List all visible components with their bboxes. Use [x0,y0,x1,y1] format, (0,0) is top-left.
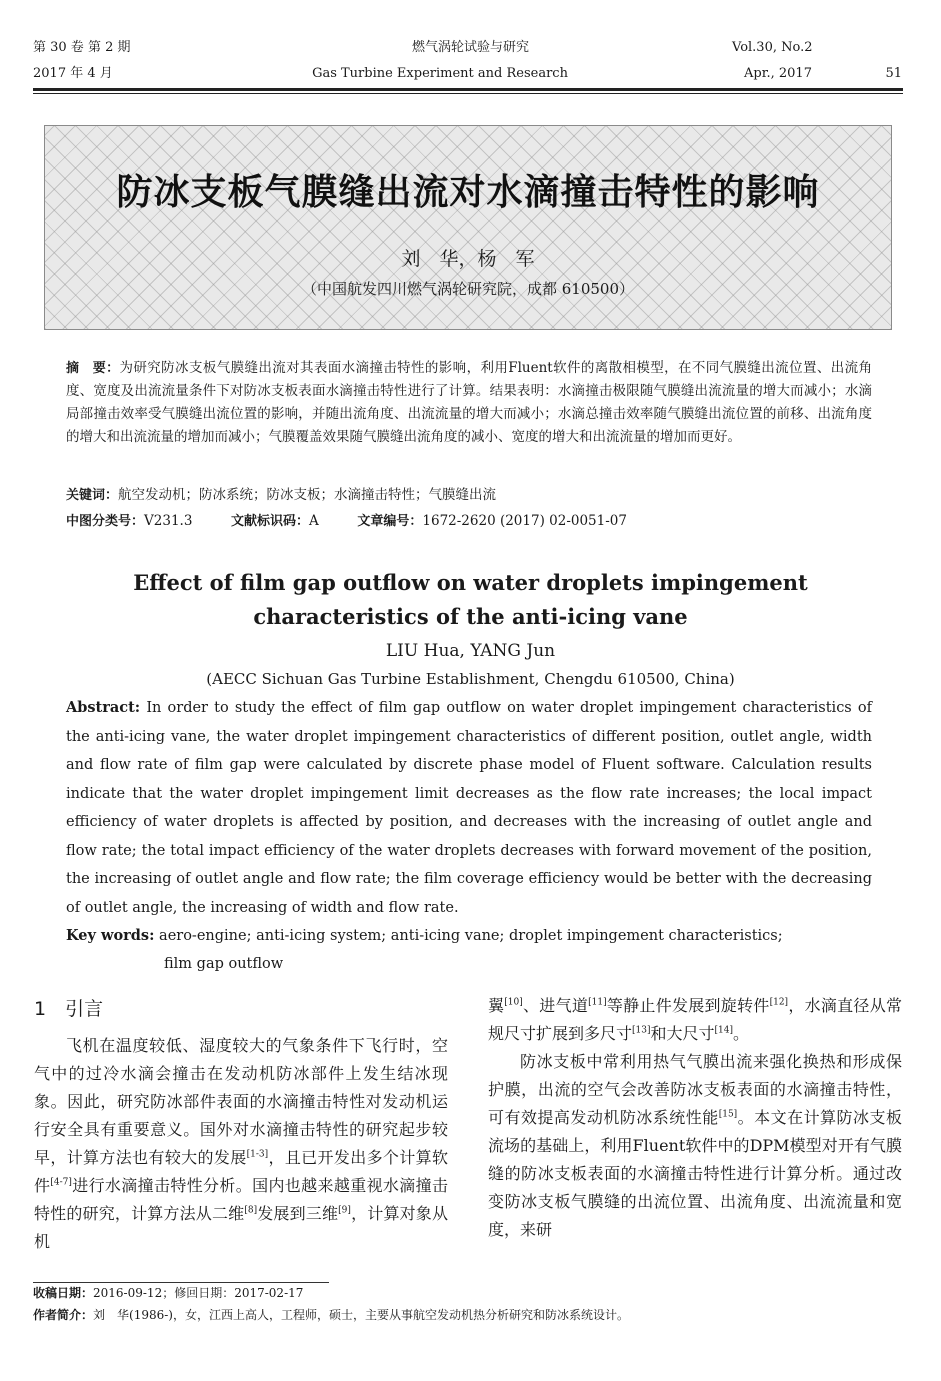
title-box [44,125,892,330]
intro-p1-text-b: ，且已开发出多个计算软件 [34,1148,448,1195]
header-volume-en: Vol.30, No.2 [732,40,813,55]
intro-p1-text-a: 飞机在温度较低、湿度较大的气象条件下飞行时，空气中的过冷水滴会撞击在发动机防冰部件上发生结冰现象。因此，研究防冰部件表面的水滴撞击特性对发动机运行安全具有重要意义。国外对水滴撞击特性的研究起步较早，计算方法也有较大的发展 [34,1036,448,1167]
intro-paragraph-1 [34,1032,448,1256]
title-en-line2: characteristics of the anti-icing vane [253,604,688,629]
intro-p1c-text-c: 等静止件发展到旋转件 [606,996,770,1015]
header-volume-cn: 第 30 卷 第 2 期 [33,40,131,55]
intro-p1c-text-a: 翼 [488,996,505,1015]
affiliation-cn: （中国航发四川燃气涡轮研究院，成都 610500） [301,280,635,298]
title-en-line1: Effect of film gap outflow on water droplets impingement [133,570,808,595]
citation: [14] [714,1025,733,1036]
intro-p2-text-a: 防冰支板中常利用热气气膜出流来强化换热和形成保护膜，出流的空气会改善防冰支板表面的水滴撞击特性，可有效提高发动机防冰系统性能 [488,1052,902,1127]
footnote-rule [33,1282,329,1283]
intro-p1-text-e: ，计算对象从机 [34,1204,448,1251]
affiliation-en: (AECC Sichuan Gas Turbine Establishment, Chengdu 610500, China) [206,670,735,688]
author-bio-label: 作者简介： [33,1308,94,1322]
header-rule-thin [33,93,903,94]
footnote-received [33,1284,303,1302]
classification-line [66,510,872,533]
intro-p1c-text-e: 和大尺寸 [650,1024,715,1043]
citation: [10] [504,997,523,1008]
authors-cn: 刘 华，杨 军 [401,248,535,270]
footnote-author-bio [33,1306,629,1324]
header-journal-cn: 燃气涡轮试验与研究 [411,40,529,55]
citation: [1-3] [246,1149,269,1160]
intro-paragraph-2 [488,1048,902,1244]
article-number-label: 文章编号： [357,514,423,529]
abstract-cn [66,357,872,449]
keywords-en [66,922,872,951]
citation: [8] [244,1205,258,1216]
intro-p1-text-d: 发展到三维 [257,1204,339,1223]
article-number-value: 1672-2620 (2017) 02-0051-07 [422,513,627,529]
doc-code-label: 文献标识码： [231,514,310,529]
abstract-en-label: Abstract: [66,699,141,716]
clc-value: V231.3 [144,513,193,529]
keywords-en-line1: aero-engine; anti-icing system; anti-icing vane; droplet impingement characteristics; [154,928,783,944]
header-date-cn: 2017 年 4 月 [33,66,113,81]
intro-p1c-text-f: 。 [733,1024,750,1043]
keywords-en-label: Key words: [66,927,155,944]
header-journal-en: Gas Turbine Experiment and Research [312,66,568,81]
header-rule-thick [33,88,903,91]
citation: [12] [769,997,789,1008]
title-cn: 防冰支板气膜缝出流对水滴撞击特性的影响 [116,172,820,213]
citation: [15] [718,1109,738,1120]
clc-label: 中图分类号： [66,514,145,529]
citation: [9] [338,1205,351,1216]
authors-en: LIU Hua, YANG Jun [385,641,556,661]
citation: [11] [588,997,607,1008]
keywords-cn [66,484,872,507]
keywords-en-continuation: film gap outflow [164,956,284,972]
intro-p1c-text-d: ，水滴直径从常规尺寸扩展到多尺寸 [488,996,902,1043]
abstract-cn-label: 摘 要： [66,361,120,376]
author-bio-text: 刘 华(1986-)，女，江西上高人，工程师，硕士，主要从事航空发动机热分析研究和防冰系统设计。 [93,1308,629,1322]
citation: [13] [632,1025,651,1036]
received-dates: 2016-09-12；修回日期：2017-02-17 [93,1286,304,1300]
intro-p2-text-b: 。本文在计算防冰支板流场的基础上，利用Fluent软件中的DPM模型对开有气膜缝的防冰支板表面的水滴撞击特性进行计算分析。通过改变防冰支板气膜缝的出流位置、出流角度、出流流量和宽度，来研 [488,1108,902,1239]
doc-code-value: A [309,513,319,529]
abstract-en [66,694,872,922]
keywords-cn-text: 航空发动机；防冰系统；防冰支板；水滴撞击特性；气膜缝出流 [118,487,497,503]
section-1-heading: 1 引言 [34,998,104,1020]
header-date-en: Apr., 2017 [744,66,812,81]
intro-p1-text-c: 进行水滴撞击特性分析。国内也越来越重视水滴撞击特性的研究，计算方法从二维 [34,1176,448,1223]
received-label: 收稿日期： [33,1286,94,1300]
abstract-cn-text: 为研究防冰支板气膜缝出流对其表面水滴撞击特性的影响，利用Fluent软件的离散相模型，在不同气膜缝出流位置、出流角度、宽度及出流流量条件下对防冰支板表面水滴撞击特性进行了计算。结果表明：水滴撞击极限随气膜缝出流流量的增大而减小；水滴局部撞击效率受气膜缝出流位置的影响，并随出流角度、出流流量的增大而减小；水滴总撞击效率随气膜缝出流位置的前移、出流角度的增大和出流流量的增加而减小；气膜覆盖效果随气膜缝出流角度的减小、宽度的增大和出流流量的增加而更好。 [66,360,872,445]
citation: [4-7] [50,1177,72,1188]
keywords-cn-label: 关键词： [66,488,119,503]
intro-p1c-text-b: 、进气道 [522,996,589,1015]
intro-paragraph-1-continued [488,992,902,1048]
header-page-number: 51 [885,66,902,81]
abstract-en-text: In order to study the effect of film gap outflow on water droplet impingement characteristics of the anti-icing vane, the water droplet impingement characteristics of different position, outlet angle, width and flow rate of film gap were calculated by discrete phase model of Fluent software. Calculation results indicate that the water droplet impingement limit decreases as the flow rate increases; the local impact efficiency of water droplets is affected by position, and decreases with the increasing of outlet angle and flow rate; the total impact efficiency of the water droplets decreases with forward movement of the position, the increasing of outlet angle and flow rate; the film coverage efficiency would be better with the decreasing of outlet angle, the increasing of width and flow rate. [66,700,872,916]
